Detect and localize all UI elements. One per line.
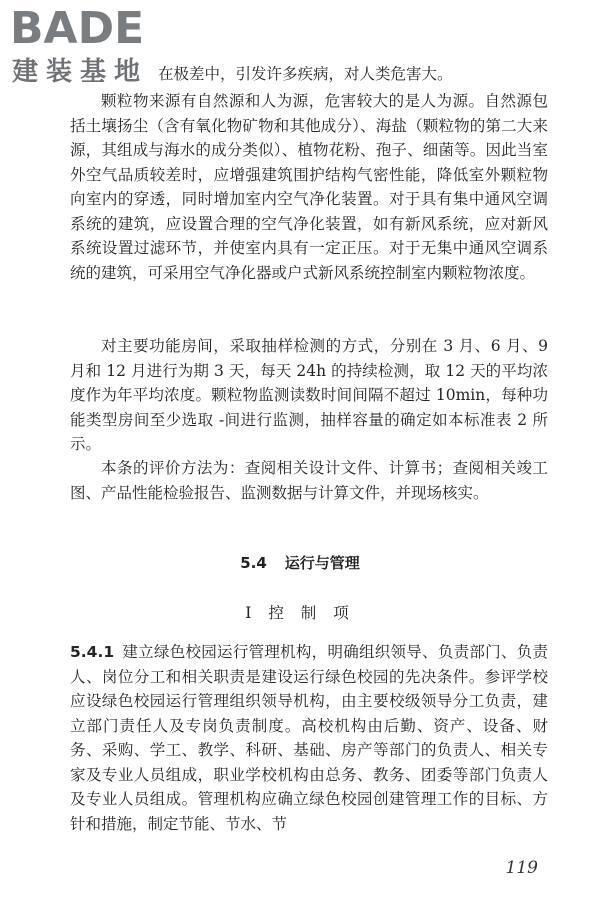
paragraph-sampling-method: 对主要功能房间，采取抽样检测的方式，分别在 3 月、6 月、9 月和 12 月进行为期 3 天，每天 24h 的持续检测，取 12 天的平均浓度作为年平均浓度。颗粒物监测读数时间间隔不超过 10min，每种功能类型房间至少选取 -间进行监测，抽样容量的确定如本标准表 2 所示。 (70, 337, 548, 453)
section-heading (0, 552, 600, 573)
clause-number: 5.4.1 (70, 643, 115, 661)
clause-5-4-1 (70, 640, 548, 836)
logo-subtitle: 建装基地 (12, 57, 149, 87)
continued-line (70, 62, 548, 86)
page-number: 119 (505, 858, 538, 878)
paragraph-particle-sources: 颗粒物来源有自然源和人为源，危害较大的是人为源。自然源包括土壤扬尘（含有氧化物矿物和其他成分）、海盐（颗粒物的第二大来源，其组成与海水的成分类似）、植物花粉、孢子、细菌等。因此当室外空气品质较差时，应增强建筑围护结构气密性能，降低室外颗粒物向室内的穿透，同时增加室内空气净化装置。对于具有集中通风空调系统的建筑，应设置合理的空气净化装置，如有新风系统，应对新风系统设置过滤环节，并使室内具有一定正压。对于无集中通风空调系统的建筑，可采用空气净化器或户式新风系统控制室内颗粒物浓度。 (70, 92, 548, 282)
section-title: 运行与管理 (284, 554, 360, 572)
clause-text: 建立绿色校园运行管理机构，明确组织领导、负责部门、负责人、岗位分工和相关职责是建设运行绿色校园的先决条件。参评学校应设绿色校园运行管理组织领导机构，由主要校级领导分工负责，建立部门责任人及专岗负责制度。高校机构由后勤、资产、设备、财务、采购、学工、教学、科研、基础、房产等部门的负责人、相关专家及专业人员组成，职业学校机构由总务、教务、团委等部门负责人及专业人员组成。管理机构应确立绿色校园创建管理工作的目标、方针和措施，制定节能、节水、节 (70, 643, 548, 833)
subsection-heading: Ⅰ 控 制 项 (245, 604, 355, 622)
paragraph-evaluation-method: 本条的评价方法为：查阅相关设计文件、计算书；查阅相关竣工图、产品性能检验报告、监测数据与计算文件，并现场核实。 (70, 459, 548, 502)
continued-line-text: 在极差中，引发许多疾病，对人类危害大。 (158, 65, 453, 83)
section-number: 5.4 (240, 554, 267, 572)
logo-wordmark: BADE (10, 3, 145, 54)
